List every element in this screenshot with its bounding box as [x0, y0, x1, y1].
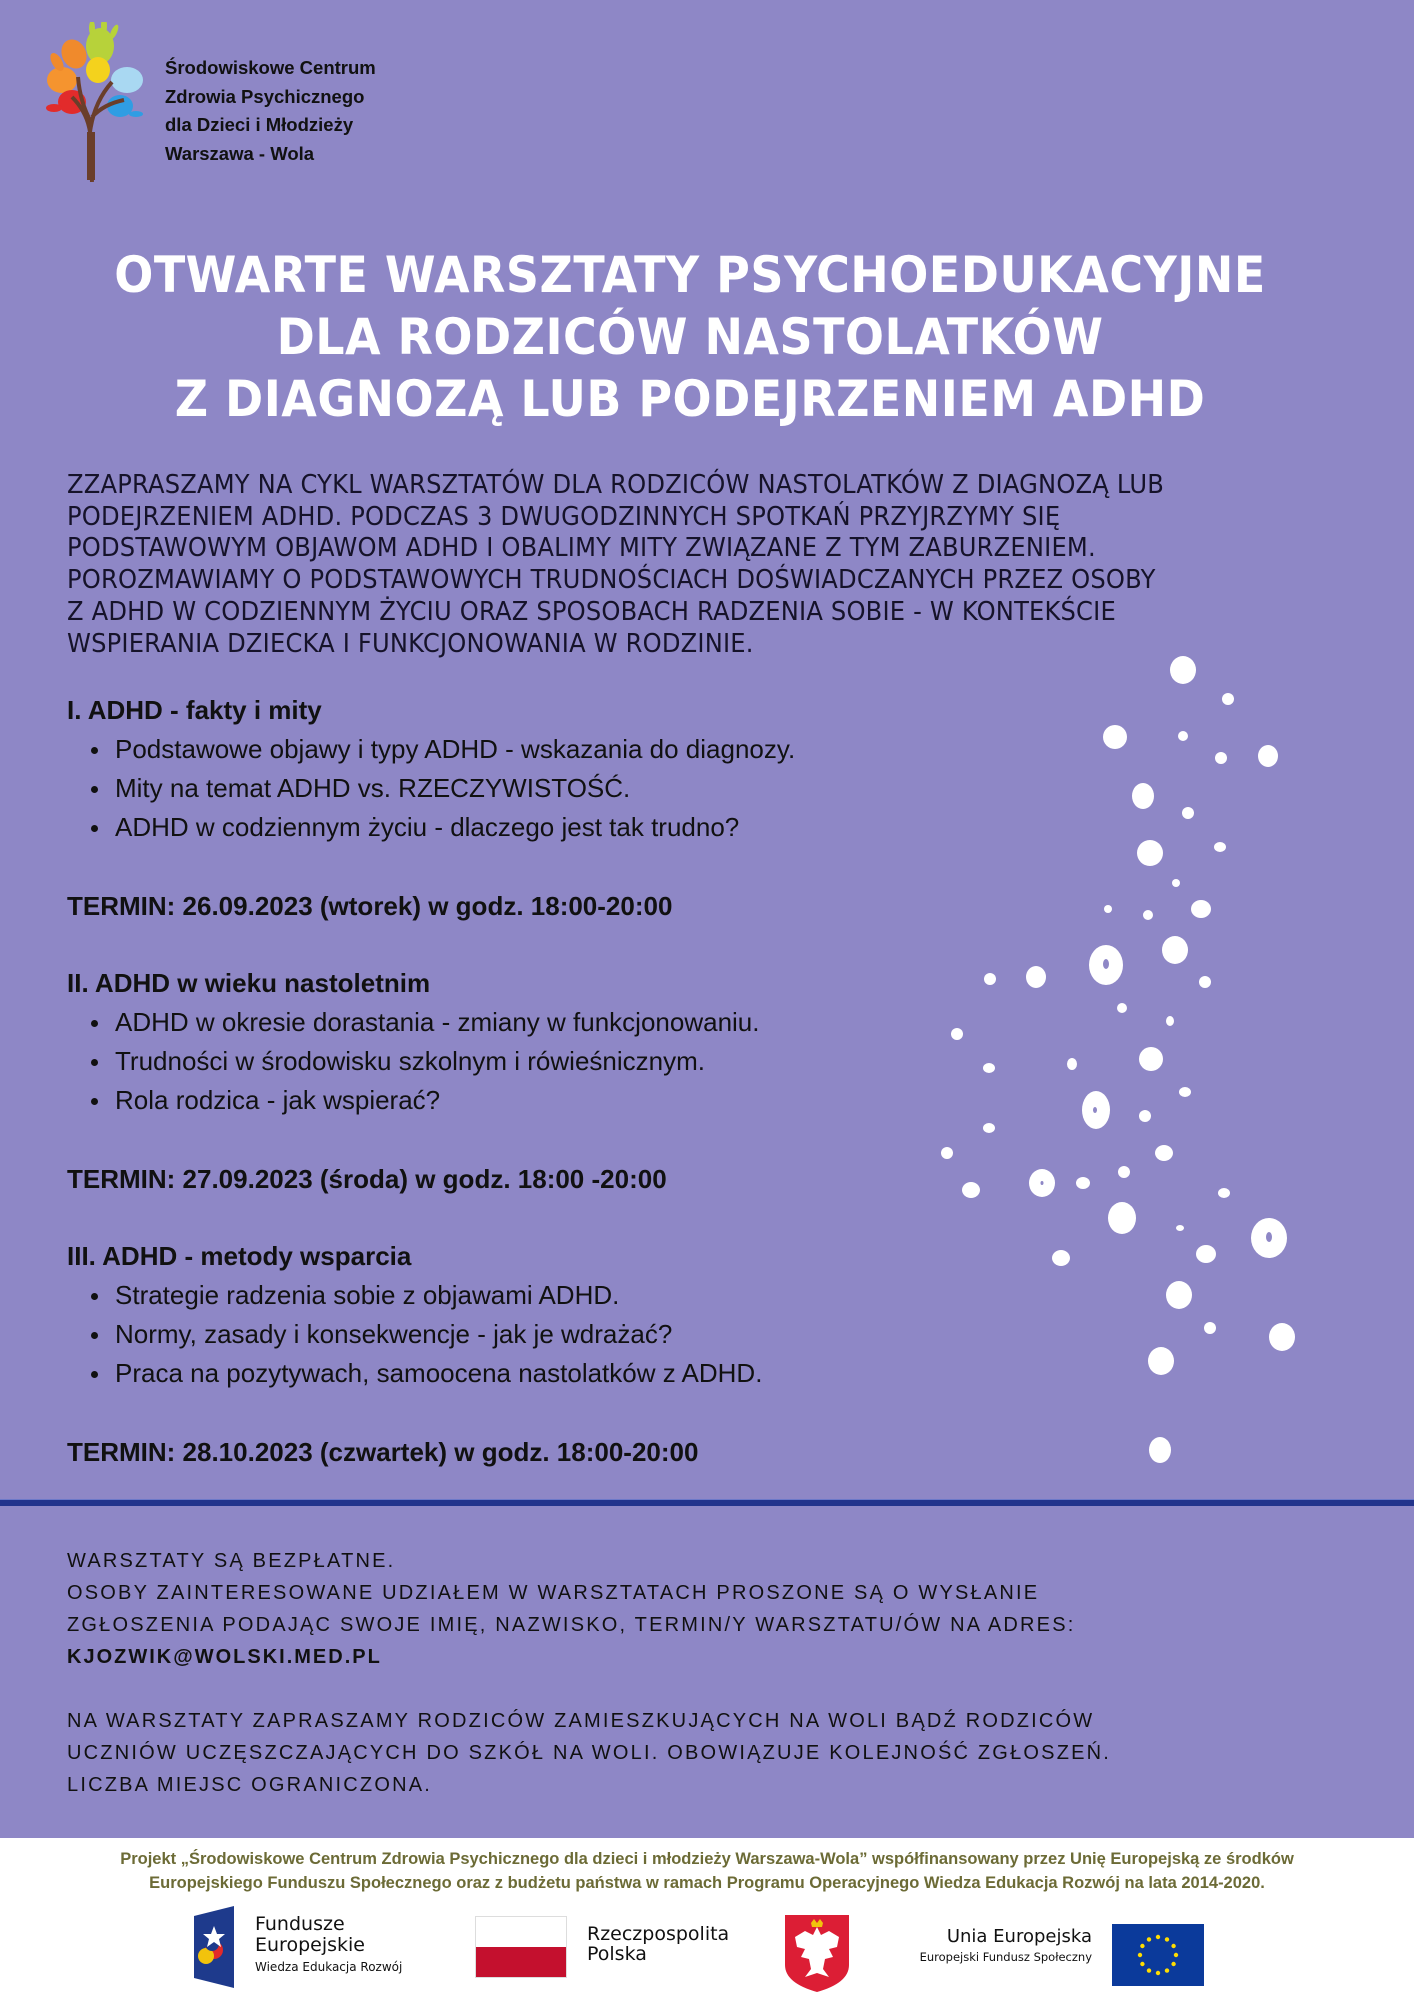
bullet-icon: [91, 1098, 98, 1105]
org-name-line: Środowiskowe Centrum: [165, 57, 376, 78]
topic-text: ADHD w codziennym życiu - dlaczego jest tak trudno?: [115, 812, 740, 842]
bullet-icon: [91, 825, 98, 832]
topic-item: [91, 1276, 927, 1315]
intro-line: Z ADHD W CODZIENNYM ŻYCIU ORAZ SPOSOBACH RADZENIA SOBIE - W KONTEKŚCIE: [67, 596, 1116, 627]
topic-item: [91, 1081, 927, 1120]
org-name-line: Warszawa - Wola: [165, 142, 315, 164]
topic-text: Strategie radzenia sobie z objawami ADHD.: [115, 1280, 620, 1310]
topic-text: Podstawowe objawy i typy ADHD - wskazania do diagnozy.: [115, 734, 796, 764]
fe-line: Europejskie: [255, 1934, 365, 1956]
spacer: [67, 1673, 1367, 1705]
intro-line: WSPIERANIA DZIECKA I FUNKCJONOWANIA W RODZINIE.: [67, 628, 754, 659]
fe-line: Wiedza Edukacja Rozwój: [255, 1960, 403, 1974]
title-line: Z DIAGNOZĄ LUB PODEJRZENIEM ADHD: [174, 370, 1206, 428]
page-title: [55, 244, 1325, 430]
bullet-icon: [91, 1371, 98, 1378]
eu-star-icon: [1140, 1944, 1144, 1948]
topic-item: [91, 1315, 927, 1354]
topic-text: Mity na temat ADHD vs. RZECZYWISTOŚĆ.: [115, 773, 631, 803]
topic-item: [91, 730, 927, 769]
section-heading: I. ADHD - fakty i mity: [67, 695, 322, 725]
info-line: LICZBA MIEJSC OGRANICZONA.: [67, 1774, 433, 1796]
decorative-dots: [900, 640, 1320, 1480]
bullet-icon: [91, 1332, 98, 1339]
bullet-icon: [91, 1293, 98, 1300]
topic-text: Rola rodzica - jak wspierać?: [115, 1085, 441, 1115]
rp-line: Polska: [587, 1943, 647, 1965]
sponsor-logos: [0, 1906, 1414, 1996]
topic-list: [91, 1003, 927, 1120]
title-line: DLA RODZICÓW NASTOLATKÓW: [276, 308, 1104, 366]
intro-paragraph: [67, 470, 1276, 660]
eu-star-icon: [1140, 1962, 1144, 1966]
section-heading: II. ADHD w wieku nastoletnim: [67, 968, 431, 998]
topic-item: [91, 769, 927, 808]
eu-star-icon: [1156, 1971, 1160, 1975]
funding-notice: [0, 1838, 1414, 1895]
topic-item: [91, 1354, 927, 1393]
eu-star-icon: [1138, 1953, 1142, 1957]
intro-line: ZZAPRASZAMY NA CYKL WARSZTATÓW DLA RODZICÓW NASTOLATKÓW Z DIAGNOZĄ LUB: [67, 470, 1165, 500]
workshop-section-2: [67, 963, 927, 1199]
workshop-section-3: [67, 1236, 927, 1472]
topic-list: [91, 730, 927, 847]
eu-star-icon: [1147, 1968, 1151, 1972]
section-heading: III. ADHD - metody wsparcia: [67, 1241, 412, 1271]
session-date: TERMIN: 26.09.2023 (wtorek) w godz. 18:00-20:00: [67, 891, 673, 921]
rp-line: Rzeczpospolita: [587, 1923, 730, 1945]
topic-item: [91, 808, 927, 847]
info-line: UCZNIÓW UCZĘSZCZAJĄCYCH DO SZKÓŁ NA WOLI. OBOWIĄZUJE KOLEJNOŚĆ ZGŁOSZEŃ.: [67, 1742, 1112, 1764]
section-divider: [0, 1500, 1414, 1506]
ue-line: Europejski Fundusz Społeczny: [919, 1950, 1092, 1964]
info-line: OSOBY ZAINTERESOWANE UDZIAŁEM W WARSZTATACH PROSZONE SĄ O WYSŁANIE: [67, 1582, 1040, 1604]
rzeczpospolita-polska-label: [587, 1924, 729, 1964]
org-name-line: dla Dzieci i Młodzieży: [165, 114, 354, 135]
ue-line: Unia Europejska: [946, 1926, 1092, 1947]
bullet-icon: [91, 786, 98, 793]
eu-star-icon: [1156, 1935, 1160, 1939]
unia-europejska-label: [896, 1926, 1092, 1966]
session-date: TERMIN: 28.10.2023 (czwartek) w godz. 18:00-20:00: [67, 1437, 699, 1467]
eu-star-icon: [1171, 1962, 1175, 1966]
eu-star-icon: [1165, 1968, 1169, 1972]
eu-star-icon: [1165, 1937, 1169, 1941]
title-line: OTWARTE WARSZTATY PSYCHOEDUKACYJNE: [114, 246, 1266, 304]
registration-info: [67, 1545, 1367, 1801]
footer: [0, 1838, 1414, 2000]
intro-line: POROZMAWIAMY O PODSTAWOWYCH TRUDNOŚCIACH DOŚWIADCZANYCH PRZEZ OSOBY: [67, 565, 1156, 596]
eu-star-icon: [1147, 1937, 1151, 1941]
tree-of-hands-logo-icon: [32, 22, 162, 182]
topic-item: [91, 1003, 927, 1042]
intro-line: PODSTAWOWYM OBJAWOM ADHD I OBALIMY MITY ZWIĄZANE Z TYM ZABURZENIEM.: [67, 533, 1096, 564]
workshop-section-1: [67, 690, 927, 926]
session-date: TERMIN: 27.09.2023 (środa) w godz. 18:00 -20:00: [67, 1164, 667, 1194]
info-line: ZGŁOSZENIA PODAJĄC SWOJE IMIĘ, NAZWISKO, TERMIN/Y WARSZTATU/ÓW NA ADRES:: [67, 1614, 1076, 1636]
topic-text: ADHD w okresie dorastania - zmiany w funkcjonowaniu.: [115, 1007, 760, 1037]
workshop-sections: [67, 690, 927, 1472]
fe-line: Fundusze: [255, 1913, 345, 1935]
bullet-icon: [91, 1020, 98, 1027]
bullet-icon: [91, 747, 98, 754]
polish-flag-icon: [475, 1916, 567, 1978]
info-line: WARSZTATY SĄ BEZPŁATNE.: [67, 1550, 396, 1572]
eu-star-icon: [1171, 1944, 1175, 1948]
topic-text: Normy, zasady i konsekwencje - jak je wdrażać?: [115, 1319, 673, 1349]
bullet-icon: [91, 1059, 98, 1066]
fundusze-europejskie-icon: [192, 1906, 237, 1988]
eu-flag-icon: [1112, 1924, 1204, 1986]
funding-line: Europejskiego Funduszu Społecznego oraz z budżetu państwa w ramach Programu Operacyjnego Wiedza Edukacja Rozwój na lata 2014-2020.: [149, 1874, 1265, 1892]
organization-name: [165, 54, 376, 168]
topic-item: [91, 1042, 927, 1081]
fundusze-europejskie-label: [255, 1914, 402, 1978]
topic-text: Trudności w środowisku szkolnym i rówieśnicznym.: [115, 1046, 705, 1076]
intro-line: PODEJRZENIEM ADHD. PODCZAS 3 DWUGODZINNYCH SPOTKAŃ PRZYJRZYMY SIĘ: [67, 501, 1061, 532]
eu-star-icon: [1174, 1953, 1178, 1957]
funding-line: Projekt „Środowiskowe Centrum Zdrowia Psychicznego dla dzieci i młodzieży Warszawa-Wola” współfinansowany przez Unię Europejską ze środków: [120, 1850, 1294, 1868]
topic-list: [91, 1276, 927, 1393]
info-line: NA WARSZTATY ZAPRASZAMY RODZICÓW ZAMIESZKUJĄCYCH NA WOLI BĄDŹ RODZICÓW: [67, 1710, 1095, 1732]
topic-text: Praca na pozytywach, samoocena nastolatków z ADHD.: [115, 1358, 763, 1388]
polish-eagle-emblem-icon: [783, 1913, 851, 1993]
contact-email-link[interactable]: KJOZWIK@WOLSKI.MED.PL: [67, 1646, 382, 1668]
org-name-line: Zdrowia Psychicznego: [165, 85, 365, 107]
